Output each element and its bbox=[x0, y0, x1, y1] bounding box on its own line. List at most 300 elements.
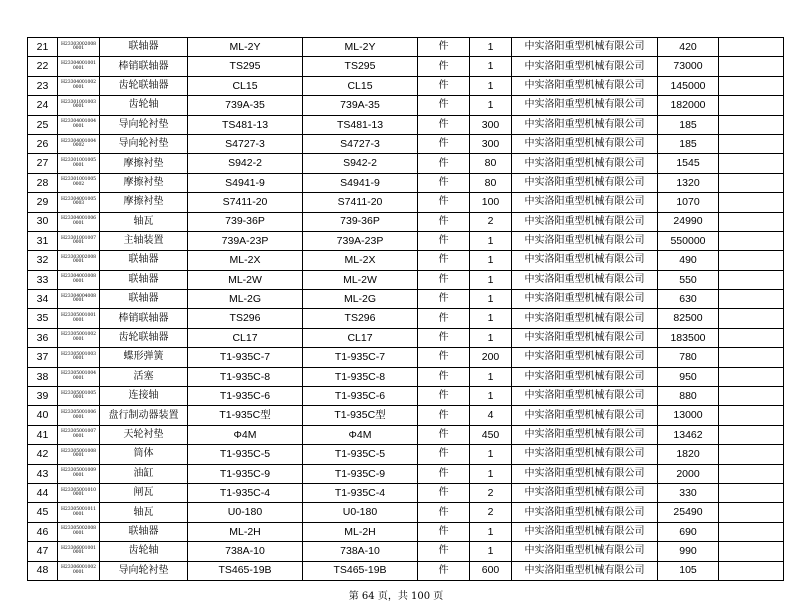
unit: 件 bbox=[418, 561, 470, 580]
manufacturer: 中实洛阳重型机械有限公司 bbox=[512, 251, 658, 270]
price: 420 bbox=[658, 38, 719, 57]
part-spec: 739A-23P bbox=[188, 231, 303, 250]
parts-price-table bbox=[27, 37, 784, 581]
material-code-line: 0001 bbox=[72, 84, 85, 90]
row-number: 46 bbox=[28, 522, 58, 541]
unit: 件 bbox=[418, 57, 470, 76]
material-code-line: H23305001002 bbox=[61, 332, 96, 338]
price: 950 bbox=[658, 367, 719, 386]
row-number: 28 bbox=[28, 173, 58, 192]
material-code-line: 0002 bbox=[72, 181, 85, 187]
part-model: TS465-19B bbox=[303, 561, 418, 580]
table-row bbox=[28, 367, 784, 386]
manufacturer: 中实洛阳重型机械有限公司 bbox=[512, 483, 658, 502]
quantity: 1 bbox=[470, 542, 512, 561]
price: 630 bbox=[658, 290, 719, 309]
row-number: 27 bbox=[28, 154, 58, 173]
material-code bbox=[58, 193, 100, 212]
part-name: 摩擦衬垫 bbox=[100, 173, 188, 192]
row-number: 25 bbox=[28, 115, 58, 134]
unit: 件 bbox=[418, 542, 470, 561]
unit: 件 bbox=[418, 464, 470, 483]
material-code-line: 0001 bbox=[72, 511, 85, 517]
table-row bbox=[28, 134, 784, 153]
table-row bbox=[28, 483, 784, 502]
material-code-line: 0001 bbox=[72, 298, 85, 304]
material-code bbox=[58, 290, 100, 309]
material-code-line: H23305001007 bbox=[61, 429, 96, 435]
price: 1820 bbox=[658, 445, 719, 464]
table-row bbox=[28, 270, 784, 289]
price: 990 bbox=[658, 542, 719, 561]
part-spec: ML-2Y bbox=[188, 38, 303, 57]
table-row bbox=[28, 425, 784, 444]
part-name: 活塞 bbox=[100, 367, 188, 386]
table-row bbox=[28, 348, 784, 367]
row-number: 48 bbox=[28, 561, 58, 580]
material-code-line: H23305001009 bbox=[61, 468, 96, 474]
price: 182000 bbox=[658, 96, 719, 115]
part-name: 轴瓦 bbox=[100, 503, 188, 522]
quantity: 1 bbox=[470, 309, 512, 328]
part-name: 导向轮衬垫 bbox=[100, 561, 188, 580]
part-name: 棒销联轴器 bbox=[100, 57, 188, 76]
material-code-line: H23305001003 bbox=[61, 351, 96, 357]
unit: 件 bbox=[418, 251, 470, 270]
material-code-line: 0003 bbox=[72, 201, 85, 207]
manufacturer: 中实洛阳重型机械有限公司 bbox=[512, 76, 658, 95]
quantity: 1 bbox=[470, 231, 512, 250]
material-code-line: H23305001001 bbox=[61, 313, 96, 319]
material-code bbox=[58, 561, 100, 580]
price: 1320 bbox=[658, 173, 719, 192]
quantity: 2 bbox=[470, 212, 512, 231]
manufacturer: 中实洛阳重型机械有限公司 bbox=[512, 387, 658, 406]
part-spec: S942-2 bbox=[188, 154, 303, 173]
quantity: 1 bbox=[470, 328, 512, 347]
table-row bbox=[28, 115, 784, 134]
quantity: 450 bbox=[470, 425, 512, 444]
table-row bbox=[28, 387, 784, 406]
material-code-line: H23305001010 bbox=[61, 487, 96, 493]
unit: 件 bbox=[418, 38, 470, 57]
material-code-line: 0002 bbox=[72, 143, 85, 149]
quantity: 1 bbox=[470, 57, 512, 76]
manufacturer: 中实洛阳重型机械有限公司 bbox=[512, 290, 658, 309]
unit: 件 bbox=[418, 115, 470, 134]
unit: 件 bbox=[418, 134, 470, 153]
table-row bbox=[28, 154, 784, 173]
remark bbox=[719, 173, 784, 192]
material-code-line: 0001 bbox=[72, 162, 85, 168]
unit: 件 bbox=[418, 96, 470, 115]
table-row bbox=[28, 251, 784, 270]
part-spec: CL15 bbox=[188, 76, 303, 95]
remark bbox=[719, 561, 784, 580]
material-code-line: 0001 bbox=[72, 530, 85, 536]
part-model: ML-2G bbox=[303, 290, 418, 309]
remark bbox=[719, 309, 784, 328]
material-code bbox=[58, 503, 100, 522]
manufacturer: 中实洛阳重型机械有限公司 bbox=[512, 57, 658, 76]
table-row bbox=[28, 328, 784, 347]
part-name: 连接轴 bbox=[100, 387, 188, 406]
price: 105 bbox=[658, 561, 719, 580]
price: 1070 bbox=[658, 193, 719, 212]
row-number: 37 bbox=[28, 348, 58, 367]
part-model: 738A-10 bbox=[303, 542, 418, 561]
manufacturer: 中实洛阳重型机械有限公司 bbox=[512, 522, 658, 541]
part-name: 轴瓦 bbox=[100, 212, 188, 231]
unit: 件 bbox=[418, 387, 470, 406]
part-spec: T1-935C-7 bbox=[188, 348, 303, 367]
manufacturer: 中实洛阳重型机械有限公司 bbox=[512, 309, 658, 328]
part-spec: ML-2X bbox=[188, 251, 303, 270]
part-model: T1-935C-9 bbox=[303, 464, 418, 483]
material-code-line: H23305001004 bbox=[61, 371, 96, 377]
table-row bbox=[28, 309, 784, 328]
manufacturer: 中实洛阳重型机械有限公司 bbox=[512, 38, 658, 57]
material-code-line: H23305002008 bbox=[61, 526, 96, 532]
remark bbox=[719, 38, 784, 57]
table-row bbox=[28, 445, 784, 464]
quantity: 300 bbox=[470, 134, 512, 153]
part-name: 盘行制动器装置 bbox=[100, 406, 188, 425]
remark bbox=[719, 328, 784, 347]
unit: 件 bbox=[418, 173, 470, 192]
part-name: 联轴器 bbox=[100, 270, 188, 289]
manufacturer: 中实洛阳重型机械有限公司 bbox=[512, 445, 658, 464]
part-name: 天轮衬垫 bbox=[100, 425, 188, 444]
quantity: 1 bbox=[470, 387, 512, 406]
manufacturer: 中实洛阳重型机械有限公司 bbox=[512, 193, 658, 212]
material-code-line: 0001 bbox=[72, 46, 85, 52]
part-model: 739A-35 bbox=[303, 96, 418, 115]
price: 183500 bbox=[658, 328, 719, 347]
manufacturer: 中实洛阳重型机械有限公司 bbox=[512, 134, 658, 153]
quantity: 1 bbox=[470, 445, 512, 464]
row-number: 34 bbox=[28, 290, 58, 309]
material-code-line: H23304001004 bbox=[61, 119, 96, 125]
material-code-line: 0001 bbox=[72, 104, 85, 110]
part-spec: 738A-10 bbox=[188, 542, 303, 561]
price: 145000 bbox=[658, 76, 719, 95]
part-model: 739A-23P bbox=[303, 231, 418, 250]
price: 330 bbox=[658, 483, 719, 502]
part-name: 导向轮衬垫 bbox=[100, 115, 188, 134]
remark bbox=[719, 193, 784, 212]
manufacturer: 中实洛阳重型机械有限公司 bbox=[512, 406, 658, 425]
material-code-line: 0001 bbox=[72, 123, 85, 129]
quantity: 80 bbox=[470, 154, 512, 173]
part-spec: ML-2H bbox=[188, 522, 303, 541]
part-model: TS481-13 bbox=[303, 115, 418, 134]
part-name: 闸瓦 bbox=[100, 483, 188, 502]
material-code-line: 0001 bbox=[72, 472, 85, 478]
part-spec: T1-935C-8 bbox=[188, 367, 303, 386]
part-model: T1-935C-4 bbox=[303, 483, 418, 502]
row-number: 32 bbox=[28, 251, 58, 270]
material-code bbox=[58, 425, 100, 444]
unit: 件 bbox=[418, 193, 470, 212]
part-model: U0-180 bbox=[303, 503, 418, 522]
price: 13462 bbox=[658, 425, 719, 444]
material-code-line: 0001 bbox=[72, 278, 85, 284]
material-code-line: 0001 bbox=[72, 240, 85, 246]
unit: 件 bbox=[418, 367, 470, 386]
part-name: 联轴器 bbox=[100, 251, 188, 270]
quantity: 2 bbox=[470, 503, 512, 522]
part-name: 齿轮轴 bbox=[100, 542, 188, 561]
part-model: Φ4M bbox=[303, 425, 418, 444]
material-code-line: H23301001005 bbox=[61, 157, 96, 163]
manufacturer: 中实洛阳重型机械有限公司 bbox=[512, 503, 658, 522]
price: 25490 bbox=[658, 503, 719, 522]
remark bbox=[719, 290, 784, 309]
part-spec: S7411-20 bbox=[188, 193, 303, 212]
material-code-line: H23303002008 bbox=[61, 254, 96, 260]
manufacturer: 中实洛阳重型机械有限公司 bbox=[512, 367, 658, 386]
unit: 件 bbox=[418, 503, 470, 522]
quantity: 1 bbox=[470, 522, 512, 541]
part-name: 棒销联轴器 bbox=[100, 309, 188, 328]
material-code bbox=[58, 134, 100, 153]
remark bbox=[719, 406, 784, 425]
row-number: 33 bbox=[28, 270, 58, 289]
price: 73000 bbox=[658, 57, 719, 76]
manufacturer: 中实洛阳重型机械有限公司 bbox=[512, 464, 658, 483]
manufacturer: 中实洛阳重型机械有限公司 bbox=[512, 96, 658, 115]
material-code-line: 0001 bbox=[72, 414, 85, 420]
part-spec: T1-935C-5 bbox=[188, 445, 303, 464]
material-code-line: H23304001002 bbox=[61, 80, 96, 86]
quantity: 100 bbox=[470, 193, 512, 212]
row-number: 35 bbox=[28, 309, 58, 328]
remark bbox=[719, 522, 784, 541]
row-number: 24 bbox=[28, 96, 58, 115]
material-code-line: 0001 bbox=[72, 492, 85, 498]
row-number: 29 bbox=[28, 193, 58, 212]
part-spec: U0-180 bbox=[188, 503, 303, 522]
remark bbox=[719, 542, 784, 561]
price: 780 bbox=[658, 348, 719, 367]
material-code-line: H23303002008 bbox=[61, 41, 96, 47]
part-name: 齿轮联轴器 bbox=[100, 76, 188, 95]
manufacturer: 中实洛阳重型机械有限公司 bbox=[512, 115, 658, 134]
quantity: 600 bbox=[470, 561, 512, 580]
remark bbox=[719, 445, 784, 464]
part-model: ML-2Y bbox=[303, 38, 418, 57]
material-code-line: H23301001007 bbox=[61, 235, 96, 241]
page-footer: 第 64 页，共 100 页 bbox=[348, 591, 444, 602]
material-code-line: 0001 bbox=[72, 434, 85, 439]
table-row bbox=[28, 231, 784, 250]
material-code-line: H23305001008 bbox=[61, 448, 96, 454]
price: 185 bbox=[658, 134, 719, 153]
table-row bbox=[28, 290, 784, 309]
table-row bbox=[28, 561, 784, 580]
material-code bbox=[58, 76, 100, 95]
part-name: 联轴器 bbox=[100, 290, 188, 309]
material-code bbox=[58, 522, 100, 541]
row-number: 23 bbox=[28, 76, 58, 95]
material-code bbox=[58, 57, 100, 76]
part-model: ML-2H bbox=[303, 522, 418, 541]
part-model: CL17 bbox=[303, 328, 418, 347]
material-code-line: H23301001003 bbox=[61, 99, 96, 105]
unit: 件 bbox=[418, 309, 470, 328]
quantity: 1 bbox=[470, 270, 512, 289]
row-number: 39 bbox=[28, 387, 58, 406]
unit: 件 bbox=[418, 348, 470, 367]
part-spec: S4727-3 bbox=[188, 134, 303, 153]
remark bbox=[719, 76, 784, 95]
table-row bbox=[28, 38, 784, 57]
unit: 件 bbox=[418, 445, 470, 464]
quantity: 1 bbox=[470, 464, 512, 483]
part-name: 摩擦衬垫 bbox=[100, 154, 188, 173]
price: 1545 bbox=[658, 154, 719, 173]
material-code-line: H23304001005 bbox=[61, 196, 96, 202]
manufacturer: 中实洛阳重型机械有限公司 bbox=[512, 542, 658, 561]
table-row bbox=[28, 173, 784, 192]
remark bbox=[719, 212, 784, 231]
table-row bbox=[28, 503, 784, 522]
price: 690 bbox=[658, 522, 719, 541]
row-number: 31 bbox=[28, 231, 58, 250]
unit: 件 bbox=[418, 231, 470, 250]
material-code bbox=[58, 251, 100, 270]
row-number: 36 bbox=[28, 328, 58, 347]
unit: 件 bbox=[418, 270, 470, 289]
quantity: 1 bbox=[470, 38, 512, 57]
quantity: 1 bbox=[470, 96, 512, 115]
row-number: 47 bbox=[28, 542, 58, 561]
part-name: 摩擦衬垫 bbox=[100, 193, 188, 212]
manufacturer: 中实洛阳重型机械有限公司 bbox=[512, 231, 658, 250]
price: 13000 bbox=[658, 406, 719, 425]
manufacturer: 中实洛阳重型机械有限公司 bbox=[512, 348, 658, 367]
part-name: 主轴装置 bbox=[100, 231, 188, 250]
row-number: 30 bbox=[28, 212, 58, 231]
part-name: 蝶形弹簧 bbox=[100, 348, 188, 367]
material-code-line: 0001 bbox=[72, 550, 85, 556]
remark bbox=[719, 154, 784, 173]
row-number: 41 bbox=[28, 425, 58, 444]
part-name: 筒体 bbox=[100, 445, 188, 464]
material-code-line: H23304001004 bbox=[61, 138, 96, 144]
part-spec: T1-935C-9 bbox=[188, 464, 303, 483]
quantity: 200 bbox=[470, 348, 512, 367]
remark bbox=[719, 425, 784, 444]
material-code-line: 0001 bbox=[72, 337, 85, 343]
quantity: 1 bbox=[470, 290, 512, 309]
quantity: 1 bbox=[470, 251, 512, 270]
unit: 件 bbox=[418, 522, 470, 541]
material-code bbox=[58, 212, 100, 231]
quantity: 1 bbox=[470, 76, 512, 95]
unit: 件 bbox=[418, 406, 470, 425]
material-code bbox=[58, 348, 100, 367]
remark bbox=[719, 251, 784, 270]
material-code-line: 0001 bbox=[72, 375, 85, 381]
manufacturer: 中实洛阳重型机械有限公司 bbox=[512, 270, 658, 289]
row-number: 38 bbox=[28, 367, 58, 386]
part-spec: TS295 bbox=[188, 57, 303, 76]
remark bbox=[719, 270, 784, 289]
part-model: S942-2 bbox=[303, 154, 418, 173]
part-spec: TS481-13 bbox=[188, 115, 303, 134]
price: 490 bbox=[658, 251, 719, 270]
part-spec: 739A-35 bbox=[188, 96, 303, 115]
material-code bbox=[58, 464, 100, 483]
part-spec: T1-935C-6 bbox=[188, 387, 303, 406]
remark bbox=[719, 134, 784, 153]
part-spec: ML-2W bbox=[188, 270, 303, 289]
price: 24990 bbox=[658, 212, 719, 231]
material-code bbox=[58, 328, 100, 347]
price: 82500 bbox=[658, 309, 719, 328]
part-model: ML-2W bbox=[303, 270, 418, 289]
material-code-line: H23304001006 bbox=[61, 216, 96, 222]
part-model: 739-36P bbox=[303, 212, 418, 231]
table-row bbox=[28, 57, 784, 76]
manufacturer: 中实洛阳重型机械有限公司 bbox=[512, 425, 658, 444]
remark bbox=[719, 464, 784, 483]
row-number: 40 bbox=[28, 406, 58, 425]
remark bbox=[719, 367, 784, 386]
part-model: S4941-9 bbox=[303, 173, 418, 192]
part-model: TS296 bbox=[303, 309, 418, 328]
part-model: S4727-3 bbox=[303, 134, 418, 153]
material-code bbox=[58, 387, 100, 406]
price: 550 bbox=[658, 270, 719, 289]
unit: 件 bbox=[418, 483, 470, 502]
part-spec: 739-36P bbox=[188, 212, 303, 231]
remark bbox=[719, 96, 784, 115]
unit: 件 bbox=[418, 154, 470, 173]
material-code-line: H23304003008 bbox=[61, 274, 96, 280]
part-model: T1-935C-8 bbox=[303, 367, 418, 386]
material-code bbox=[58, 231, 100, 250]
table-row bbox=[28, 193, 784, 212]
part-spec: S4941-9 bbox=[188, 173, 303, 192]
material-code-line: H23306001002 bbox=[61, 565, 96, 571]
remark bbox=[719, 115, 784, 134]
material-code bbox=[58, 309, 100, 328]
price: 185 bbox=[658, 115, 719, 134]
material-code-line: 0001 bbox=[72, 356, 85, 362]
material-code-line: H23306001001 bbox=[61, 545, 96, 551]
material-code-line: 0001 bbox=[72, 453, 85, 459]
part-name: 联轴器 bbox=[100, 522, 188, 541]
material-code-line: H23301001005 bbox=[61, 177, 96, 183]
unit: 件 bbox=[418, 212, 470, 231]
manufacturer: 中实洛阳重型机械有限公司 bbox=[512, 561, 658, 580]
part-model: T1-935C-5 bbox=[303, 445, 418, 464]
material-code bbox=[58, 154, 100, 173]
material-code bbox=[58, 445, 100, 464]
table-row bbox=[28, 522, 784, 541]
unit: 件 bbox=[418, 425, 470, 444]
remark bbox=[719, 231, 784, 250]
part-model: CL15 bbox=[303, 76, 418, 95]
quantity: 80 bbox=[470, 173, 512, 192]
material-code bbox=[58, 115, 100, 134]
material-code bbox=[58, 406, 100, 425]
material-code-line: H23304004008 bbox=[61, 293, 96, 299]
material-code-line: H23304001001 bbox=[61, 60, 96, 66]
